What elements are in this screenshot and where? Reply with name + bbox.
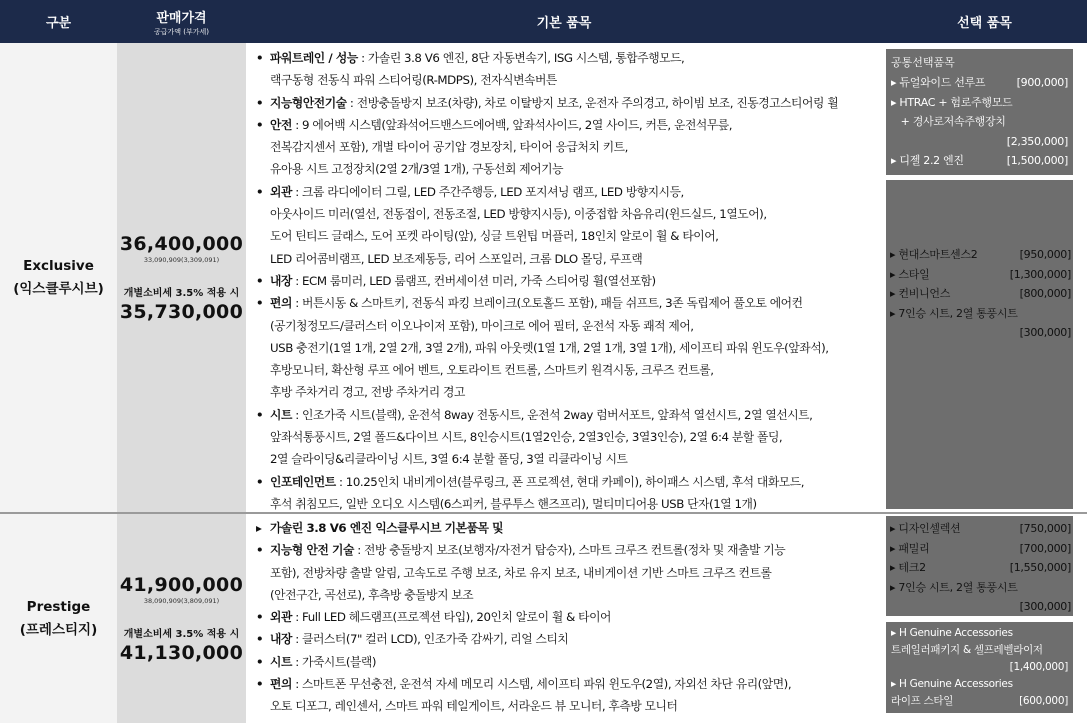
basic-item-category: 가솔린 3.8 V6 엔진 익스클루시브 기본품목 및: [270, 521, 504, 535]
bullet-icon: •: [256, 95, 264, 110]
basic-item-category: 시트: [270, 654, 292, 669]
price-cell: [117, 43, 246, 512]
option-item: [891, 151, 1068, 171]
bullet-icon: •: [256, 610, 264, 625]
option-item: [890, 284, 1071, 304]
basic-item-text: : 전방 충돌방지 보조(보행자/자전거 탑승자), 스마트 크루즈 컨트롤(정차 및 재출발 기능: [353, 543, 786, 558]
option-item: [891, 93, 1068, 113]
bullet-icon: •: [256, 632, 264, 647]
basic-item-category: 인포테인먼트: [270, 474, 336, 489]
option-price: [2,350,000]: [1006, 134, 1068, 148]
basic-item-text: : 클러스터(7" 컬러 LCD), 인조가죽 감싸기, 리얼 스티치: [291, 632, 569, 647]
basic-item-text: : 9 에어백 시스템(앞좌석어드밴스드에어백, 앞좌석사이드, 2열 사이드, 커튼, 운전석무릎,: [291, 117, 733, 132]
option-item: [890, 304, 1071, 324]
basic-item-category: 내장: [270, 273, 292, 288]
supply-price: 38,090,909(3,809,091): [143, 596, 220, 605]
common-option-box: [886, 49, 1073, 175]
option-item: [890, 539, 1071, 559]
basic-item-text: : Full LED 헤드램프(프로젝션 타입), 20인치 알로이 휠 & 타이어: [291, 610, 611, 625]
option-label: 트레일러패키지 & 셀프레벨라이저: [891, 644, 1043, 656]
header-options: 선택 품목: [957, 16, 1012, 31]
basic-item-line: [256, 448, 882, 470]
basic-item-text: 오토 디포그, 레인센서, 스마트 파워 테일게이트, 서라운드 뷰 모니터, 후측방 모니터: [270, 699, 678, 714]
basic-item-text: 도어 틴티드 글래스, 도어 포켓 라이팅(앞), 싱글 트윈팁 머플러, 18인치 알로이 휠 & 타이어,: [270, 229, 719, 244]
option-item: [890, 265, 1071, 285]
basic-item-text: 전복감지센서 포함), 개별 타이어 공기압 경보장치, 타이어 응급처치 키트,: [270, 140, 628, 155]
basic-item-text: LED 리어콤비램프, LED 보조제동등, 리어 스포일러, 크롬 DLO 몰딩, 루프랙: [270, 251, 643, 266]
table-header: [0, 0, 1087, 43]
bullet-icon: •: [256, 117, 264, 132]
basic-item-text: 후방 주차거리 경고, 전방 주차거리 경고: [270, 385, 465, 400]
option-item: [891, 625, 1068, 642]
option-price: [600,000]: [1019, 695, 1068, 707]
bullet-icon: •: [256, 474, 264, 489]
basic-item-line: [256, 606, 882, 628]
basic-item-line: [256, 517, 882, 539]
option-label: ▸ 컨비니언스: [890, 287, 951, 300]
option-item: [891, 659, 1068, 676]
basic-item-text: 유아용 시트 고정장치(2열 2개/3열 1개), 구동선회 제어기능: [270, 162, 564, 177]
price-cell: [117, 514, 246, 723]
basic-item-line: [256, 381, 882, 403]
basic-item-text: 포함), 전방차량 출발 알림, 고속도로 주행 보조, 차로 유지 보조, 내비게이션 기반 스마트 크루즈 컨트롤: [270, 565, 772, 580]
bullet-icon: •: [256, 407, 264, 422]
basic-item-line: [256, 695, 882, 717]
basic-item-line: [256, 584, 882, 606]
tax-label: 개별소비세 3.5% 적용 시: [123, 628, 240, 640]
option-price: [950,000]: [1019, 248, 1071, 261]
basic-item-line: [256, 158, 882, 180]
option-label: 라이프 스타일: [891, 695, 954, 707]
trim-name-ko: (익스클루시브): [13, 280, 104, 297]
basic-item-line: [256, 315, 882, 337]
trim-name-ko: (프레스티지): [19, 621, 98, 638]
option-label: ▸ H Genuine Accessories: [891, 678, 1013, 690]
basic-item-line: [256, 426, 882, 448]
basic-item-category: 내장: [270, 632, 292, 647]
trim-name: [0, 514, 117, 723]
option-item: [890, 597, 1071, 617]
bullet-icon: •: [256, 654, 264, 669]
sale-price: 36,400,000: [119, 232, 244, 255]
bullet-icon: •: [256, 273, 264, 288]
basic-item-category: 지능형 안전 기술: [270, 543, 354, 558]
bullet-icon: •: [256, 184, 264, 199]
option-label: ▸ 7인승 시트, 2열 통풍시트: [890, 580, 1018, 594]
basic-item-category: 외관: [270, 184, 292, 199]
basic-item-text: : 가솔린 3.8 V6 엔진, 8단 자동변속기, ISG 시스템, 통합주행모드,: [357, 51, 685, 65]
header-basic: 기본 품목: [536, 16, 592, 31]
basic-item-text: : 가죽시트(블랙): [291, 654, 377, 669]
option-items: [882, 43, 1087, 512]
option-item: [890, 558, 1071, 578]
basic-item-line: [256, 270, 882, 292]
basic-item-line: [256, 562, 882, 584]
basic-item-text: 아웃사이드 미러(열선, 전동접이, 전동조절, LED 방향지시등), 이중접합 차음유리(윈드실드, 1열도어),: [270, 207, 767, 222]
basic-item-text: (안전구간, 곡선로), 후측방 충돌방지 보조: [270, 587, 474, 602]
option-item: [890, 519, 1071, 539]
basic-item-line: [256, 114, 882, 136]
basic-item-text: 랙구동형 전동식 파워 스티어링(R-MDPS), 전자식변속버튼: [270, 73, 557, 88]
basic-item-text: 후방모니터, 확산형 루프 에어 벤트, 오토라이트 컨트롤, 스마트키 원격시동, 크루즈 컨트롤,: [270, 363, 714, 378]
basic-item-line: [256, 225, 882, 247]
option-list: [890, 245, 1071, 343]
header-trim: 구분: [45, 16, 72, 31]
basic-item-line: [256, 181, 882, 203]
option-price: [900,000]: [1016, 76, 1068, 89]
basic-items: [246, 43, 882, 515]
basic-item-category: 편의: [270, 296, 292, 311]
option-item: [890, 578, 1071, 598]
basic-item-text: (공기청정모드/클러스터 이오나이저 포함), 마이크로 에어 필터, 운전석 자동 쾌적 제어,: [270, 318, 694, 333]
basic-item-line: [256, 337, 882, 359]
bullet-icon: •: [256, 677, 264, 692]
bullet-icon: •: [256, 543, 264, 558]
option-item: [891, 112, 1068, 132]
bullet-icon: ▸: [256, 521, 262, 535]
basic-item-line: [256, 69, 882, 91]
option-item: [890, 323, 1071, 343]
option-label: + 경사로저속주행장치: [891, 115, 1006, 128]
option-price: [1,300,000]: [1009, 267, 1071, 281]
basic-item-line: [256, 651, 882, 673]
basic-item-text: : 10.25인치 내비게이션(블루링크, 폰 프로젝션, 현대 카페이), 하이패스 시스템, 후석 대화모드,: [335, 474, 804, 489]
option-price: [700,000]: [1019, 541, 1071, 555]
option-label: ▸ 현대스마트센스2: [890, 248, 978, 261]
trim-row-prestige: [0, 514, 1087, 723]
basic-item-text: USB 충전기(1열 1개, 2열 2개, 3열 2개), 파워 아웃렛(1열 1개, 2열 1개, 3열 1개), 세이프티 파워 윈도우(앞좌석),: [270, 340, 829, 355]
option-label: ▸ 디젤 2.2 엔진: [891, 154, 964, 167]
basic-item-line: [256, 136, 882, 158]
option-price: [1,550,000]: [1009, 561, 1071, 574]
option-label: ▸ HTRAC + 험로주행모드: [891, 95, 1013, 109]
basic-item-line: [256, 248, 882, 270]
basic-item-category: 편의: [270, 677, 292, 692]
basic-item-line: [256, 292, 882, 314]
option-label: ▸ 7인승 시트, 2열 통풍시트: [890, 306, 1018, 320]
basic-item-line: [256, 628, 882, 650]
option-label: ▸ 스타일: [890, 267, 930, 281]
option-label: ▸ 디자인셀렉션: [890, 522, 961, 535]
trim-row-exclusive: [0, 43, 1087, 512]
option-box-bg: [886, 180, 1073, 509]
basic-item-category: 지능형안전기술: [270, 95, 347, 110]
option-item: [891, 132, 1068, 152]
common-option-title: 공통선택품목: [891, 56, 955, 69]
option-price: [750,000]: [1019, 522, 1071, 535]
basic-item-line: [256, 471, 882, 493]
basic-item-text: : 인조가죽 시트(블랙), 운전석 8way 전동시트, 운전석 2way 럼버서포트, 앞좌석 열선시트, 2열 열선시트,: [291, 407, 813, 422]
basic-item-line: [256, 673, 882, 695]
basic-item-text: : 전방충돌방지 보조(차량), 차로 이탈방지 보조, 운전자 주의경고, 하이빔 보조, 진동경고스티어링 휠: [346, 95, 839, 110]
basic-item-text: 후석 취침모드, 일반 오디오 시스템(6스피커, 블루투스 핸즈프리), 멀티미디어용 USB 단자(1열 1개): [270, 496, 757, 511]
supply-price: 33,090,909(3,309,091): [143, 255, 220, 264]
trim-name-en: Exclusive: [23, 258, 94, 275]
basic-item-text: : 크롬 라디에이터 그릴, LED 주간주행등, LED 포지셔닝 램프, LED 방향지시등,: [291, 184, 684, 199]
tax-price: 35,730,000: [119, 300, 244, 323]
tax-price: 41,130,000: [119, 641, 244, 664]
basic-item-category: 파워트레인 / 성능: [270, 51, 358, 65]
accessory-option-box: [886, 622, 1073, 713]
option-items: [882, 514, 1087, 723]
basic-item-line: [256, 92, 882, 114]
option-label: ▸ 테크2: [890, 561, 926, 574]
bullet-icon: •: [256, 51, 264, 65]
basic-item-text: : 스마트폰 무선충전, 운전석 자세 메모리 시스템, 세이프티 파워 윈도우(2열), 자외선 차단 유리(앞면),: [291, 677, 792, 692]
basic-item-category: 시트: [270, 407, 292, 422]
option-price: [1,500,000]: [1006, 154, 1068, 167]
option-item: [891, 73, 1068, 93]
header-price: 판매가격 공급가액 (부가세): [153, 10, 210, 36]
option-price: [300,000]: [1019, 326, 1071, 339]
option-label: ▸ 듀얼와이드 선루프: [891, 76, 986, 89]
basic-item-text: 2열 슬라이딩&리클라이닝 시트, 3열 6:4 분할 폴딩, 3열 리클라이닝 시트: [270, 452, 628, 467]
basic-item-text: 앞좌석통풍시트, 2열 폴드&다이브 시트, 8인승시트(1열2인승, 2열3인승, 3열3인승), 2열 6:4 분할 폴딩,: [270, 430, 783, 445]
option-item: [891, 642, 1068, 659]
tax-label: 개별소비세 3.5% 적용 시: [123, 287, 240, 299]
basic-item-line: [256, 47, 882, 69]
basic-item-category: 안전: [270, 117, 292, 132]
option-item: [891, 693, 1068, 710]
sale-price: 41,900,000: [119, 573, 244, 596]
option-label: ▸ H Genuine Accessories: [891, 627, 1013, 639]
basic-items: [246, 514, 882, 718]
bullet-icon: •: [256, 296, 264, 311]
trim-name-en: Prestige: [26, 599, 91, 616]
basic-item-line: [256, 203, 882, 225]
option-label: ▸ 패밀리: [890, 541, 930, 555]
option-price: [800,000]: [1019, 287, 1071, 300]
basic-item-category: 외관: [270, 610, 292, 625]
basic-item-line: [256, 539, 882, 561]
basic-item-text: : ECM 룸미러, LED 룸램프, 컨버세이션 미러, 가죽 스티어링 휠(열선포함): [291, 273, 656, 288]
option-price: [300,000]: [1019, 600, 1071, 613]
basic-item-line: [256, 359, 882, 381]
option-price: [1,400,000]: [1009, 661, 1068, 673]
trim-name: [0, 43, 117, 512]
option-list: [890, 519, 1071, 617]
option-item: [891, 676, 1068, 693]
option-item: [890, 245, 1071, 265]
basic-item-text: : 버튼시동 & 스마트키, 전동식 파킹 브레이크(오토홀드 포함), 패들 쉬프트, 3존 독립제어 풀오토 에어컨: [291, 296, 803, 311]
basic-item-line: [256, 404, 882, 426]
